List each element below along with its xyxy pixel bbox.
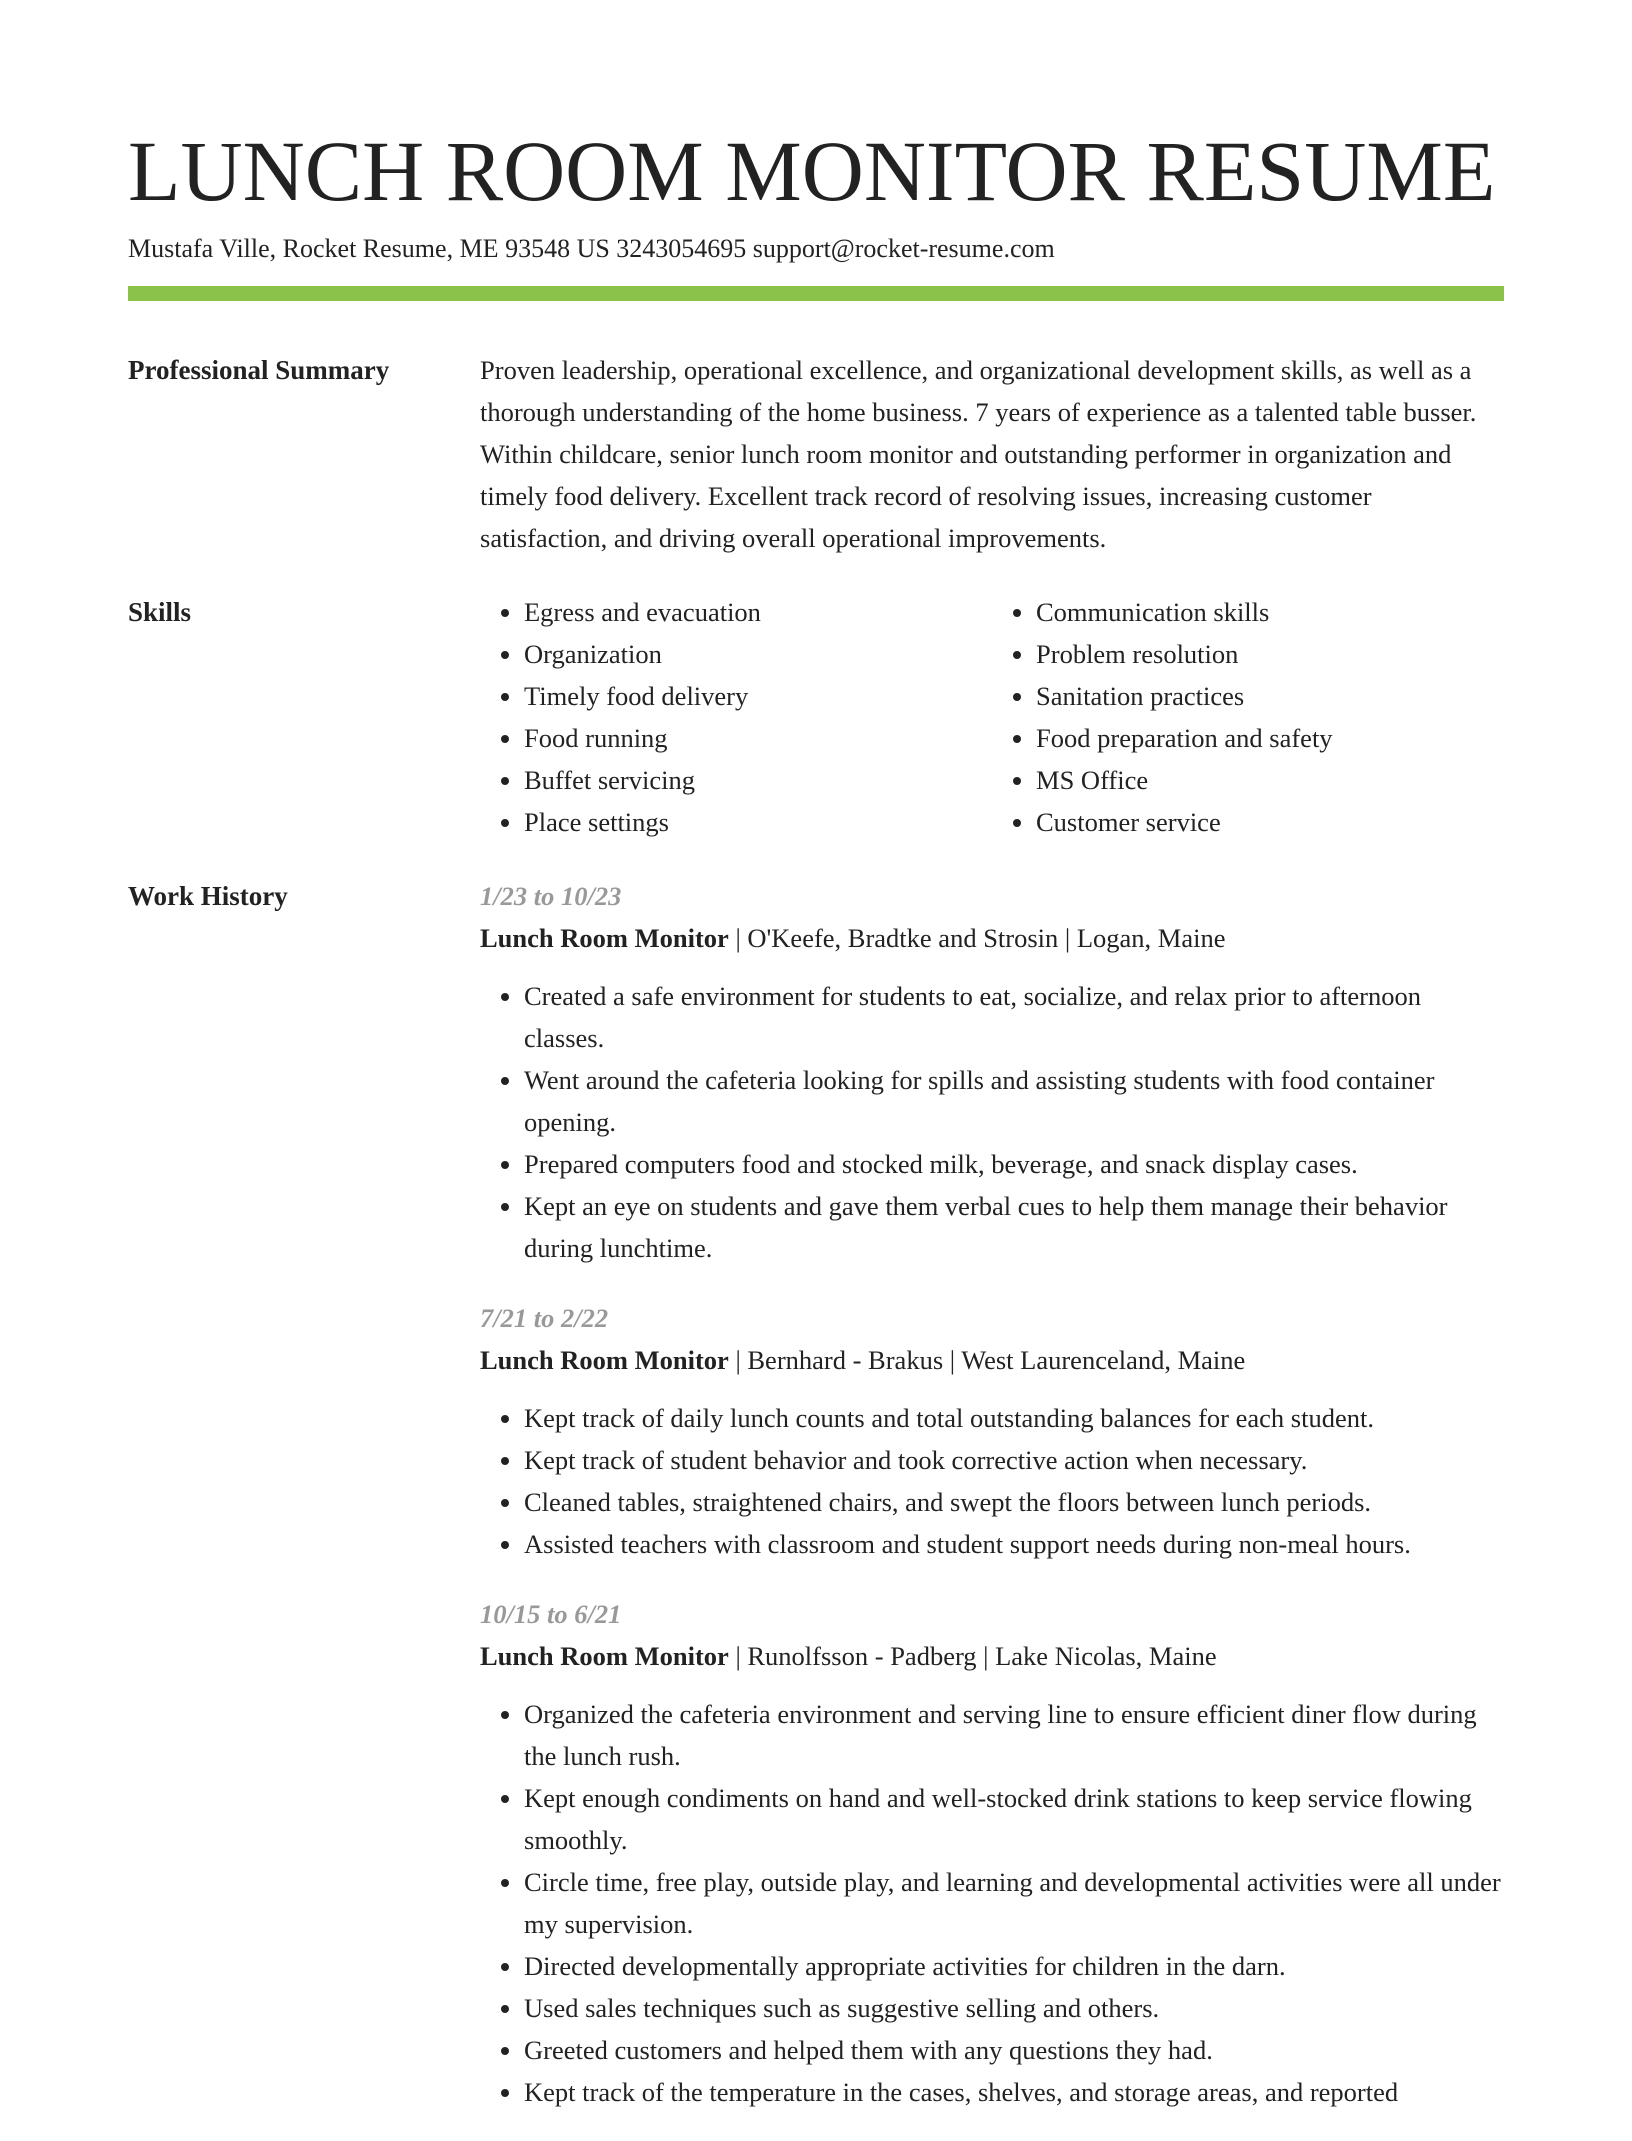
job-title: Lunch Room Monitor [480,1641,729,1671]
skill-item: • Food preparation and safety [1036,717,1504,759]
job-bullet: • Cleaned tables, straightened chairs, and swept the floors between lunch periods. [524,1481,1504,1523]
job-entry [480,1593,1504,2113]
skill-item: • Customer service [1036,801,1504,843]
resume-page [128,0,1504,2112]
skills-column-left [480,591,992,843]
work-history-heading: Work History [128,881,288,911]
resume-title: LUNCH ROOM MONITOR RESUME [128,123,1496,219]
skill-item: • Communication skills [1036,591,1504,633]
job-bullet: • Prepared computers food and stocked milk, beverage, and snack display cases. [524,1143,1504,1185]
job-bullet: • Directed developmentally appropriate activities for children in the darn. [524,1945,1504,1987]
skill-item: • MS Office [1036,759,1504,801]
summary-heading: Professional Summary [128,355,390,385]
job-details: | Bernhard - Brakus | West Laurenceland, Maine [728,1345,1246,1375]
skill-item: • Egress and evacuation [524,591,992,633]
skill-item: • Food running [524,717,992,759]
job-title-line [480,917,1504,959]
skills-columns [480,591,1504,843]
job-bullet: • Kept an eye on students and gave them verbal cues to help them manage their behavior during lunchtime. [524,1185,1504,1269]
skill-item: • Sanitation practices [1036,675,1504,717]
skills-column-right [992,591,1504,843]
job-dates: 1/23 to 10/23 [480,881,622,911]
job-bullet-list [480,1397,1504,1565]
job-entry [480,1297,1504,1565]
job-bullet: • Circle time, free play, outside play, and learning and developmental activities were all under my supervision. [524,1861,1504,1945]
skill-item: • Organization [524,633,992,675]
skills-body [480,591,1504,843]
job-dates: 10/15 to 6/21 [480,1599,622,1629]
job-bullet: • Kept track of the temperature in the cases, shelves, and storage areas, and reported [524,2071,1504,2113]
skills-heading: Skills [128,597,192,627]
job-bullet: • Kept track of daily lunch counts and total outstanding balances for each student. [524,1397,1504,1439]
job-bullet: • Kept track of student behavior and took corrective action when necessary. [524,1439,1504,1481]
job-entry [480,875,1504,1269]
summary-body [480,349,1504,559]
header-divider [128,286,1504,301]
job-bullet: • Greeted customers and helped them with any questions they had. [524,2029,1504,2071]
job-bullet: • Created a safe environment for students to eat, socialize, and relax prior to afternoon classes. [524,975,1504,1059]
work-history-body [480,875,1504,2141]
job-bullet: • Organized the cafeteria environment and serving line to ensure efficient diner flow during the lunch rush. [524,1693,1504,1777]
job-title: Lunch Room Monitor [480,923,729,953]
job-title: Lunch Room Monitor [480,1345,729,1375]
job-title-line [480,1635,1504,1677]
job-details: | Runolfsson - Padberg | Lake Nicolas, Maine [728,1641,1217,1671]
skill-item: • Problem resolution [1036,633,1504,675]
skill-item: • Place settings [524,801,992,843]
job-bullet: • Used sales techniques such as suggestive selling and others. [524,1987,1504,2029]
summary-text: Proven leadership, operational excellence, and organizational development skills, as well as a thorough understanding of the home business. 7 years of experience as a talented table busser. Within childcare, senior lunch room monitor and outstanding performer in organization and timely food delivery. Excellent track record of resolving issues, increasing customer satisfaction, and driving overall operational improvements. [480,355,1477,553]
job-details: | O'Keefe, Bradtke and Strosin | Logan, Maine [728,923,1226,953]
job-bullet: • Kept enough condiments on hand and well-stocked drink stations to keep service flowing smoothly. [524,1777,1504,1861]
job-bullet: • Went around the cafeteria looking for spills and assisting students with food container opening. [524,1059,1504,1143]
job-title-line [480,1339,1504,1381]
contact-line: Mustafa Ville, Rocket Resume, ME 93548 US 3243054695 support@rocket-resume.com [128,234,1055,263]
job-dates: 7/21 to 2/22 [480,1303,609,1333]
job-bullet-list [480,1693,1504,2113]
skill-item: • Buffet servicing [524,759,992,801]
job-bullet-list [480,975,1504,1269]
skill-item: • Timely food delivery [524,675,992,717]
job-bullet: • Assisted teachers with classroom and student support needs during non-meal hours. [524,1523,1504,1565]
